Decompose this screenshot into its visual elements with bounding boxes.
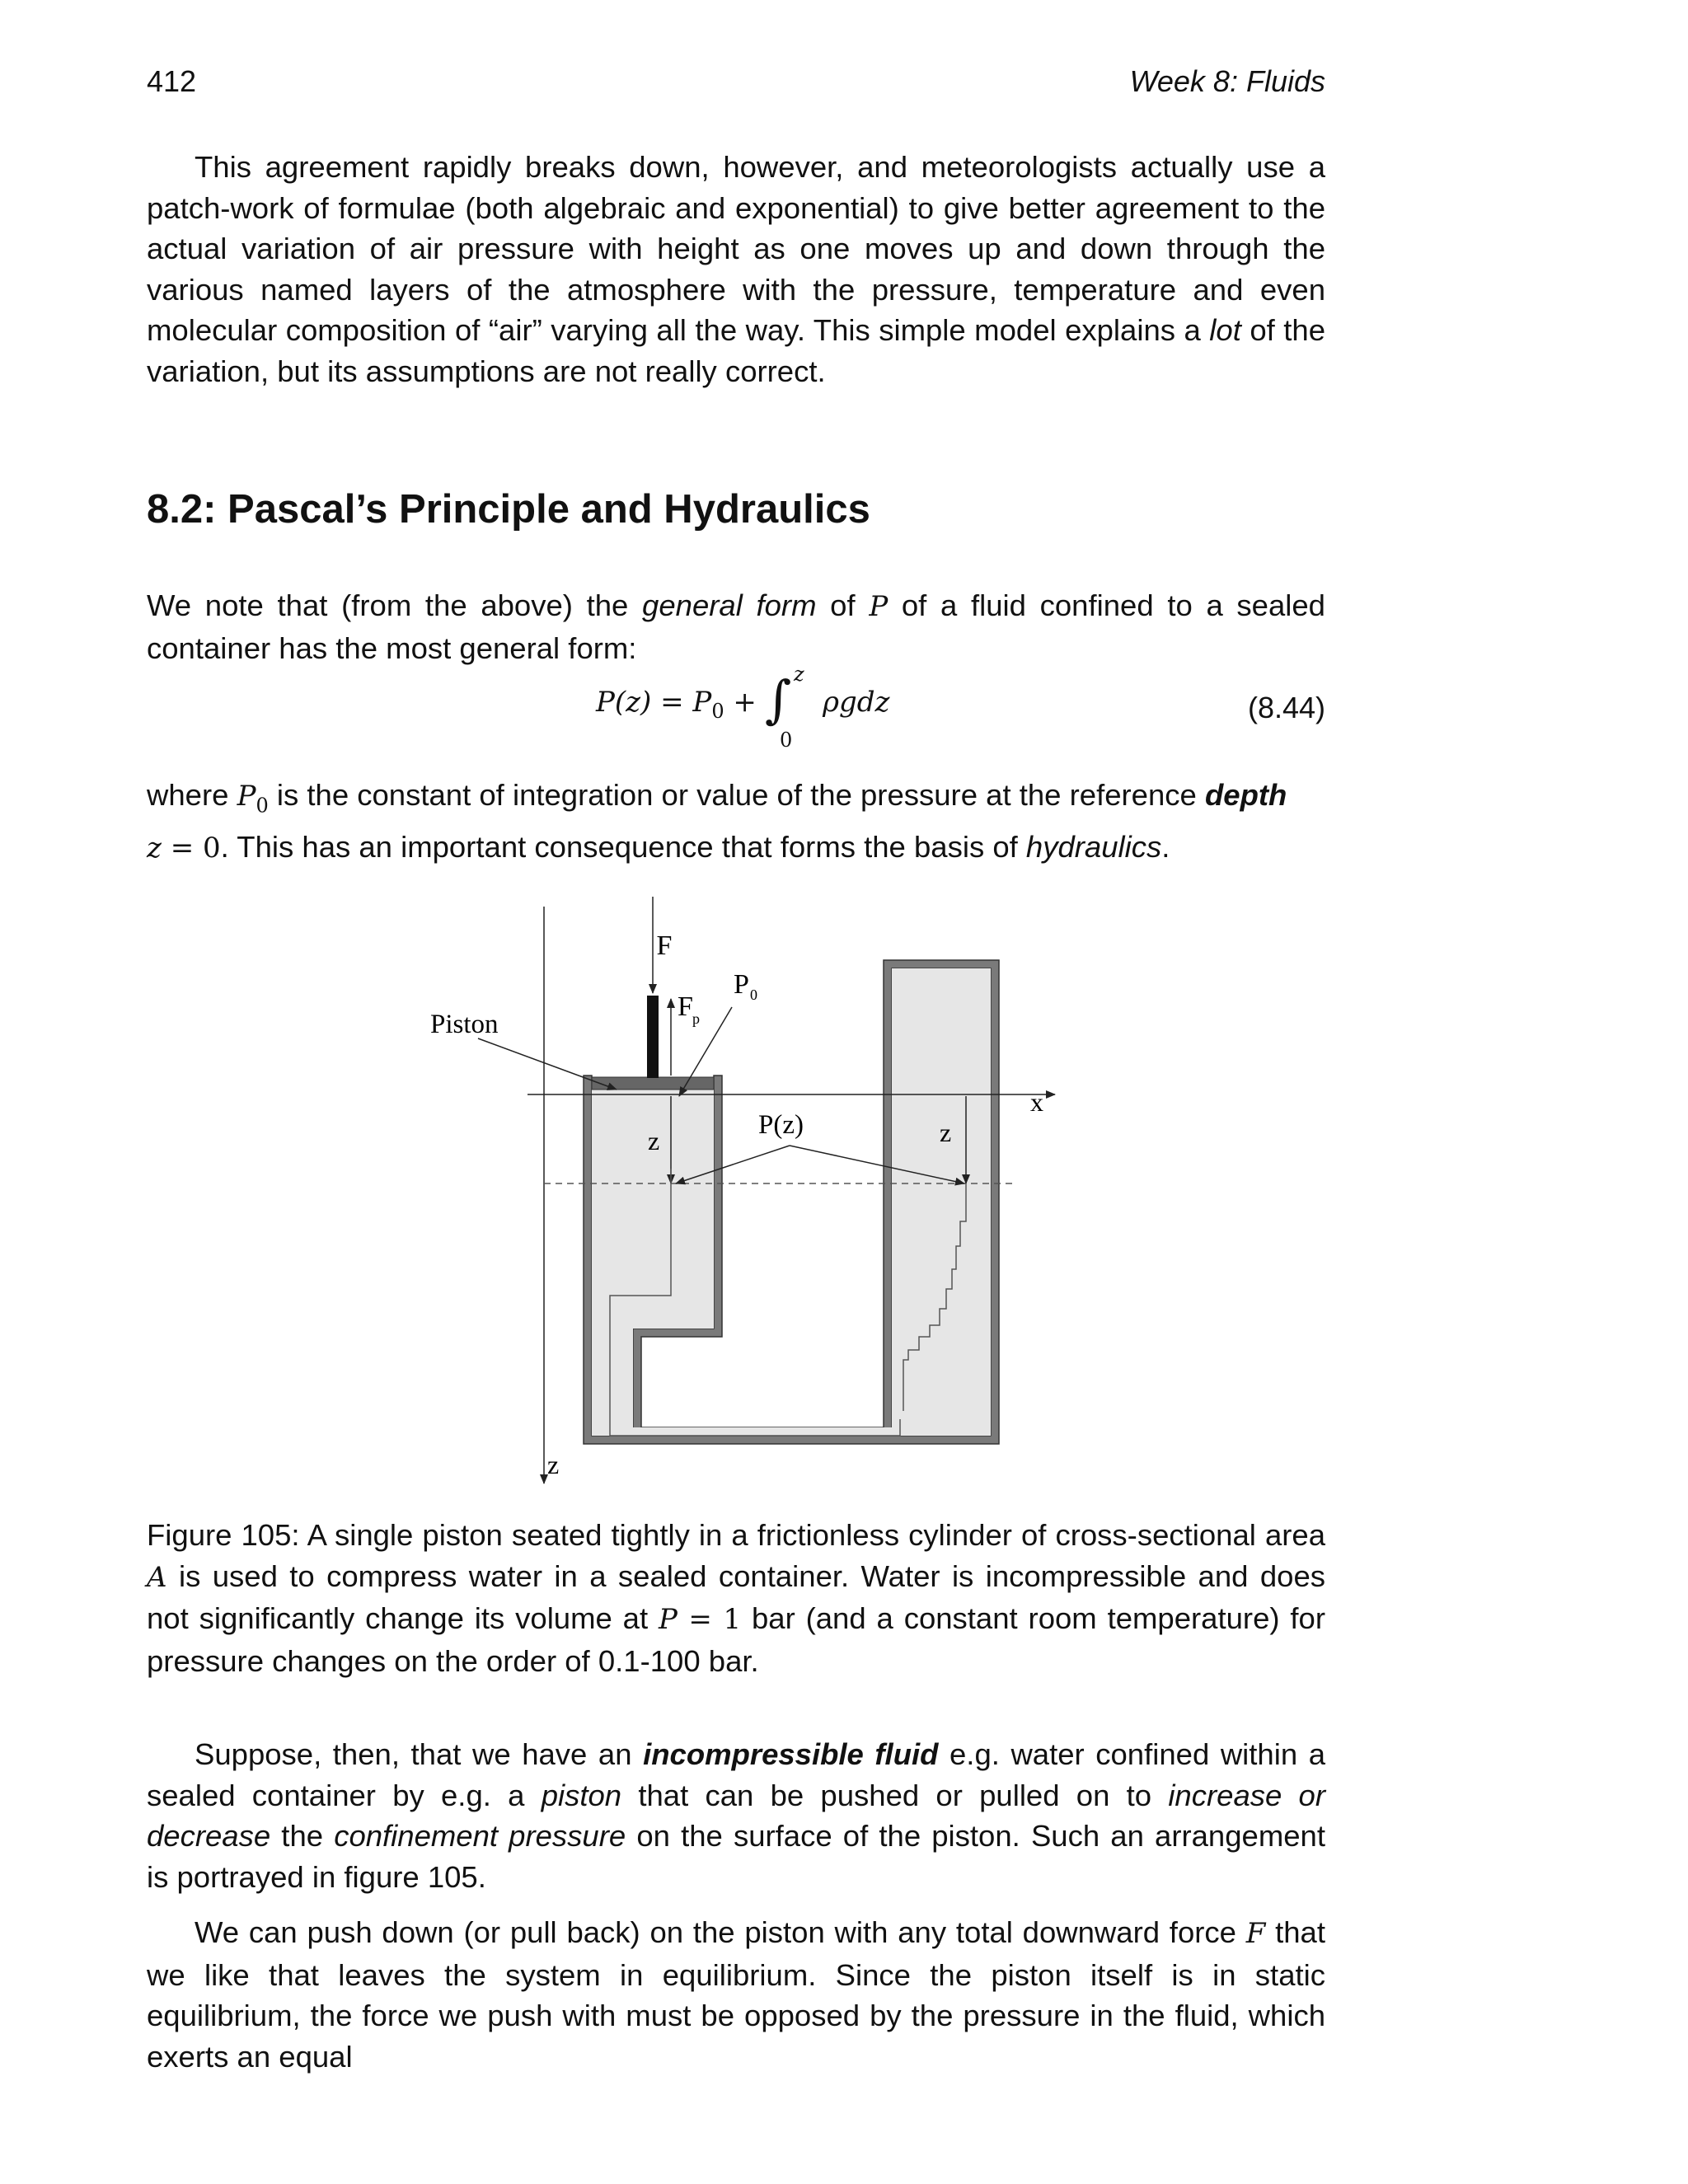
p3-text-e: on the surface of the piston. Such an arrangement is portrayed in figure 105. [147,1819,1325,1894]
paragraph-push-down [147,1912,1325,2077]
p2-sub-zero: 0 [256,794,269,818]
label-piston-force-sub: p [692,1010,700,1027]
figure-caption [147,1515,1325,1681]
integral-upper-limit: z [794,663,804,686]
p4-var-f: F [1245,1917,1266,1950]
equation-number: (8.44) [1247,691,1325,724]
piston-pointer [478,1038,617,1090]
p3-text-c: that can be pushed or pulled on to [621,1778,1169,1812]
p2-emphasis: hydraulics [1025,829,1162,864]
label-z-axis: z [547,1450,560,1479]
caption-equals-one: = 1 [677,1603,742,1637]
equation-plus: + [724,686,757,719]
p3-emphasis-piston: piston [541,1778,622,1812]
p3-text-d: the [270,1819,335,1854]
p2-text-d: . [1161,829,1170,864]
page-number: 412 [147,64,197,98]
p1-text-a: We note that (from the above) the [147,588,643,622]
p3-text-a: Suppose, then, that we have an [195,1737,644,1771]
caption-text-a: Figure 105: A single piston seated tightly in a frictionless cylinder of cross-sectional area [147,1518,1325,1552]
p1-emphasis: general form [642,588,817,622]
caption-var-a: A [147,1560,167,1594]
p3-emphasis-increase: increase or decrease [147,1778,1325,1854]
label-piston-force: F [678,991,693,1022]
p2-text-b: is the constant of integration or value of the pressure at the reference [268,778,1205,812]
label-pressure: P(z) [758,1110,804,1140]
label-atmospheric: P [734,969,749,1000]
p2-var-z: z [147,831,162,865]
p4-text-a: We can push down (or pull back) on the piston with any total downward force [195,1915,1246,1949]
running-title: Week 8: Fluids [1129,64,1325,98]
label-atmospheric-sub: 0 [750,987,757,1003]
p3-text-b: e.g. water confined within a sealed container by e.g. a [147,1737,1325,1812]
p4-text-b: that we like that leaves the system in equilibrium. Since the piston itself is in static equilibrium, the force we push with must be opposed by the pressure in the fluid, which exerts an equal [147,1915,1325,2074]
intro-emphasis: lot [1209,313,1241,348]
p2-equals-zero: = 0 [161,831,221,865]
label-piston: Piston [430,1010,499,1039]
p1-var-p: P [869,590,889,623]
container-walls [584,960,999,1444]
fluid-region-bottom [633,1427,892,1436]
integral-lower-limit: 0 [780,729,793,752]
p2-text-c: . This has an important consequence that forms the basis of [220,829,1026,864]
p2-var-p: P [237,780,256,813]
label-force: F [656,930,673,961]
equation-lhs-sub: 0 [711,699,724,723]
intro-text-a: This agreement rapidly breaks down, however, and meteorologists actually use a patch-work of formulae (both algebraic and exponential) to give better agreement to the actual variation of air pressure with height as one moves up and down through the various named layers of the atmosphere with the pressure, temperature and even molecular composition of “air” varying all the way. This simple model explains a [147,150,1325,348]
piston-rod [647,996,659,1078]
section-title: 8.2: Pascal’s Principle and Hydraulics [147,487,870,532]
intro-text-b: of the variation, but its assumptions are not really correct. [147,313,1325,388]
fluid-region-right-mask [892,968,991,1436]
integral-sign: ∫ [765,669,792,729]
label-x-axis: x [1030,1087,1043,1117]
p2-bold-depth: depth [1204,778,1287,812]
equation-lhs-main: P(z) = P [596,686,712,719]
caption-var-p: P [659,1603,678,1637]
p1-text-c: of a fluid confined to a sealed container has the most general form: [147,588,1325,665]
p2-text-a: where [147,778,237,812]
caption-text-b: is used to compress water in a sealed container. Water is incompressible and does not significantly change its volume at [147,1558,1325,1636]
p3-emphasis-confinement: confinement pressure [334,1819,626,1854]
label-depth-left: z [648,1126,660,1155]
equation-integrand: ρgdz [823,686,890,719]
caption-text-c: bar (and a constant room temperature) for pressure changes on the order of 0.1-100 bar. [147,1601,1325,1678]
p3-bold: incompressible fluid [643,1737,939,1771]
label-depth-right: z [940,1118,952,1147]
p1-text-b: of [816,588,870,622]
paragraph-incompressible [147,1734,1325,1897]
